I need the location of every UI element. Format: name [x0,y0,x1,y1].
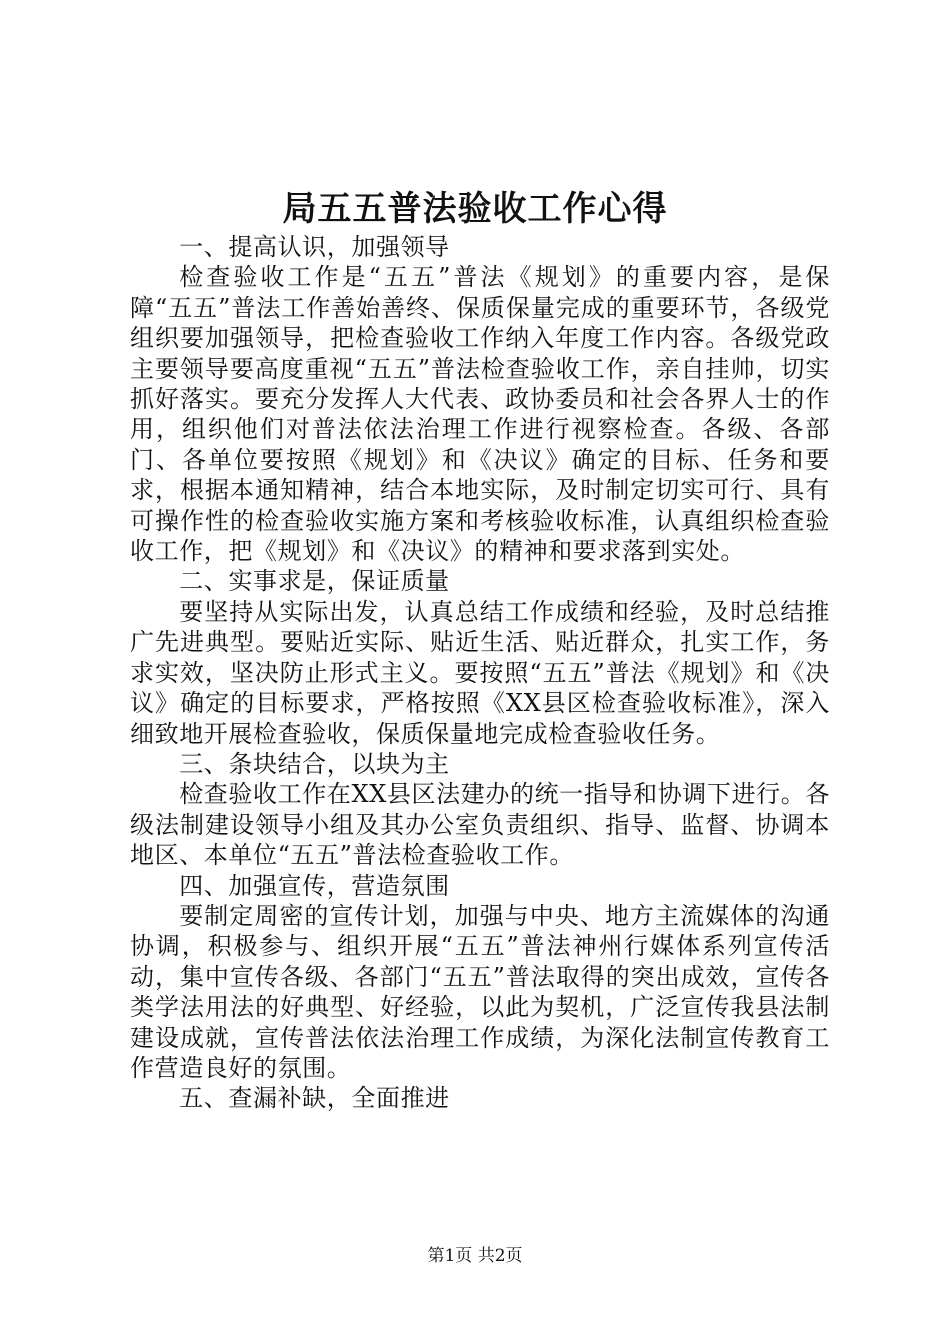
document-body [130,232,830,1114]
section-heading-3: 三、条块结合，以块为主 [179,749,450,778]
paragraph-1: 检查验收工作是“五五”普法《规划》的重要内容，是保障“五五”普法工作善始善终、保质保量完成的重要环节，各级党组织要加强领导，把检查验收工作纳入年度工作内容。各级党政主要领导要高度重视“五五”普法检查验收工作，亲自挂帅，切实抓好落实。要充分发挥人大代表、政协委员和社会各界人士的作用，组织他们对普法依法治理工作进行视察检查。各级、各部门、各单位要按照《规划》和《决议》确定的目标、任务和要求，根据本通知精神，结合本地实际，及时制定切实可行、具有可操作性的检查验收实施方案和考核验收标准，认真组织检查验收工作，把《规划》和《决议》的精神和要求落到实处。 [130,263,830,566]
section-heading-2: 二、实事求是，保证质量 [179,567,450,596]
section-heading-5: 五、查漏补缺，全面推进 [179,1084,450,1113]
section-heading-4: 四、加强宣传，营造氛围 [179,871,450,900]
section-heading-1: 一、提高认识，加强领导 [179,233,450,261]
paragraph-2: 要坚持从实际出发，认真总结工作成绩和经验，及时总结推广先进典型。要贴近实际、贴近生活、贴近群众，扎实工作，务求实效，坚决防止形式主义。要按照“五五”普法《规划》和《决议》确定的目标要求，严格按照《XX县区检查验收标准》，深入细致地开展检查验收，保质保量地完成检查验收任务。 [130,597,830,748]
paragraph-4: 要制定周密的宣传计划，加强与中央、地方主流媒体的沟通协调，积极参与、组织开展“五五”普法神州行媒体系列宣传活动，集中宣传各级、各部门“五五”普法取得的突出成效，宣传各类学法用法的好典型、好经验，以此为契机，广泛宣传我县法制建设成就，宣传普法依法治理工作成绩，为深化法制宣传教育工作营造良好的氛围。 [130,901,830,1082]
page-footer: 第1页 共2页 [427,1246,523,1266]
document-title: 局五五普法验收工作心得 [282,189,668,229]
paragraph-3: 检查验收工作在XX县区法建办的统一指导和协调下进行。各级法制建设领导小组及其办公室负责组织、指导、监督、协调本地区、本单位“五五”普法检查验收工作。 [130,780,830,870]
